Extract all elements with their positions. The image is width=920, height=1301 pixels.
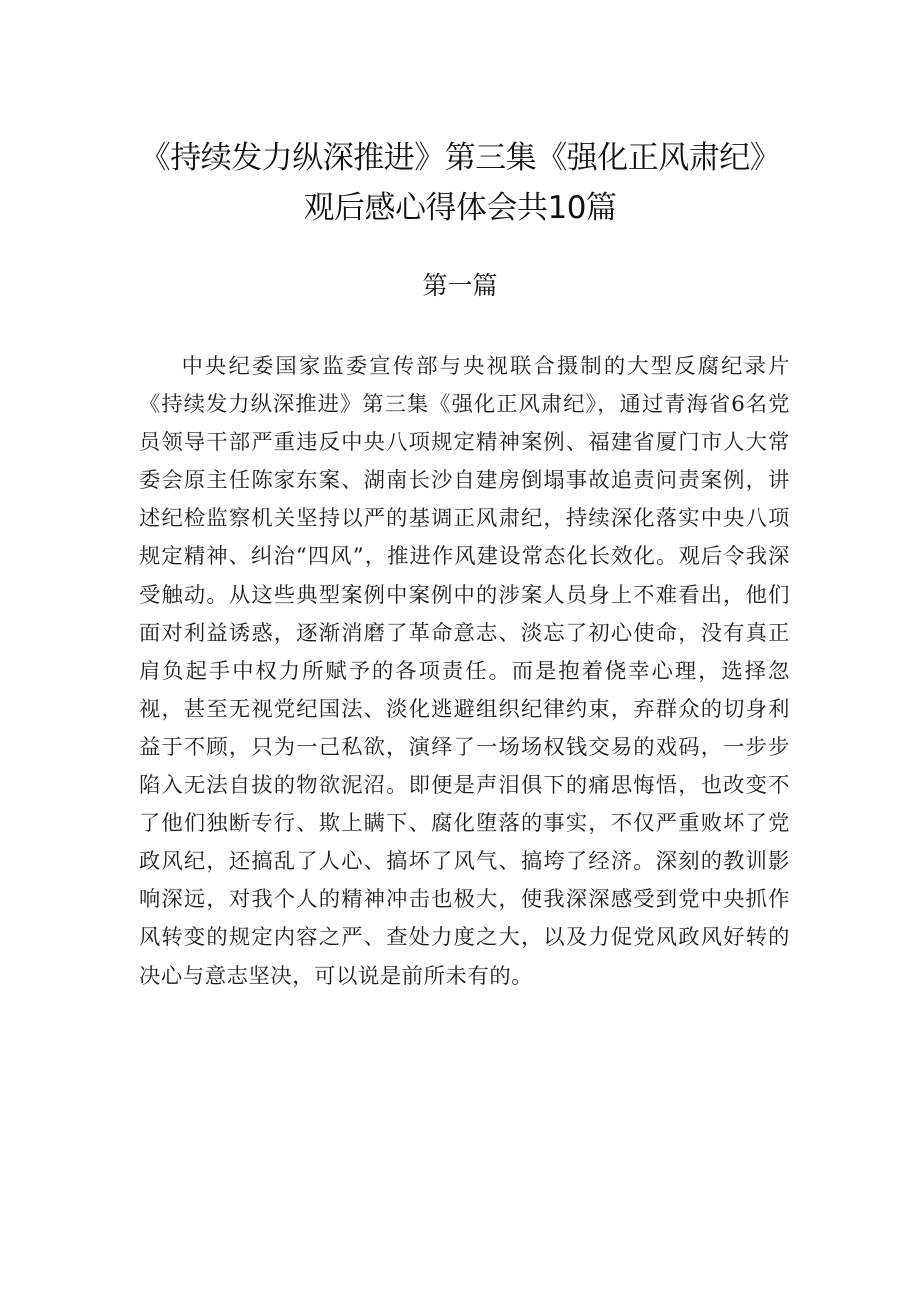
section-heading: 第一篇: [422, 271, 498, 300]
document-title-line-2: 观后感心得体会共10篇: [303, 190, 617, 226]
body-paragraph: 中央纪委国家监委宣传部与央视联合摄制的大型反腐纪录片《持续发力纵深推进》第三集《强化正风肃纪》，通过青海省6名党员领导干部严重违反中央八项规定精神案例、福建省厦门市人大常委会原主任陈家东案、湖南长沙自建房倒塌事故追责问责案例，讲述纪检监察机关坚持以严的基调正风肃纪，持续深化落实中央八项规定精神、纠治“四风”，推进作风建设常态化长效化。观后令我深受触动。从这些典型案例中案例中的涉案人员身上不难看出，他们面对利益诱惑，逐渐消磨了革命意志、淡忘了初心使命，没有真正肩负起手中权力所赋予的各项责任。而是抱着侥幸心理，选择忽视，甚至无视党纪国法、淡化逃避组织纪律约束，弃群众的切身利益于不顾，只为一己私欲，演绎了一场场权钱交易的戏码，一步步陷入无法自拔的物欲泥沼。即便是声泪俱下的痛思悔悟，也改变不了他们独断专行、欺上瞒下、腐化堕落的事实，不仅严重败坏了党政风纪，还搞乱了人心、搞坏了风气、搞垮了经济。深刻的教训影响深远，对我个人的精神冲击也极大，使我深深感受到党中央抓作风转变的规定内容之严、查处力度之大，以及力促党风政风好转的决心与意志坚决，可以说是前所未有的。: [139, 354, 790, 989]
document-title-line-1: 《持续发力纵深推进》第三集《强化正风肃纪》: [139, 140, 781, 176]
